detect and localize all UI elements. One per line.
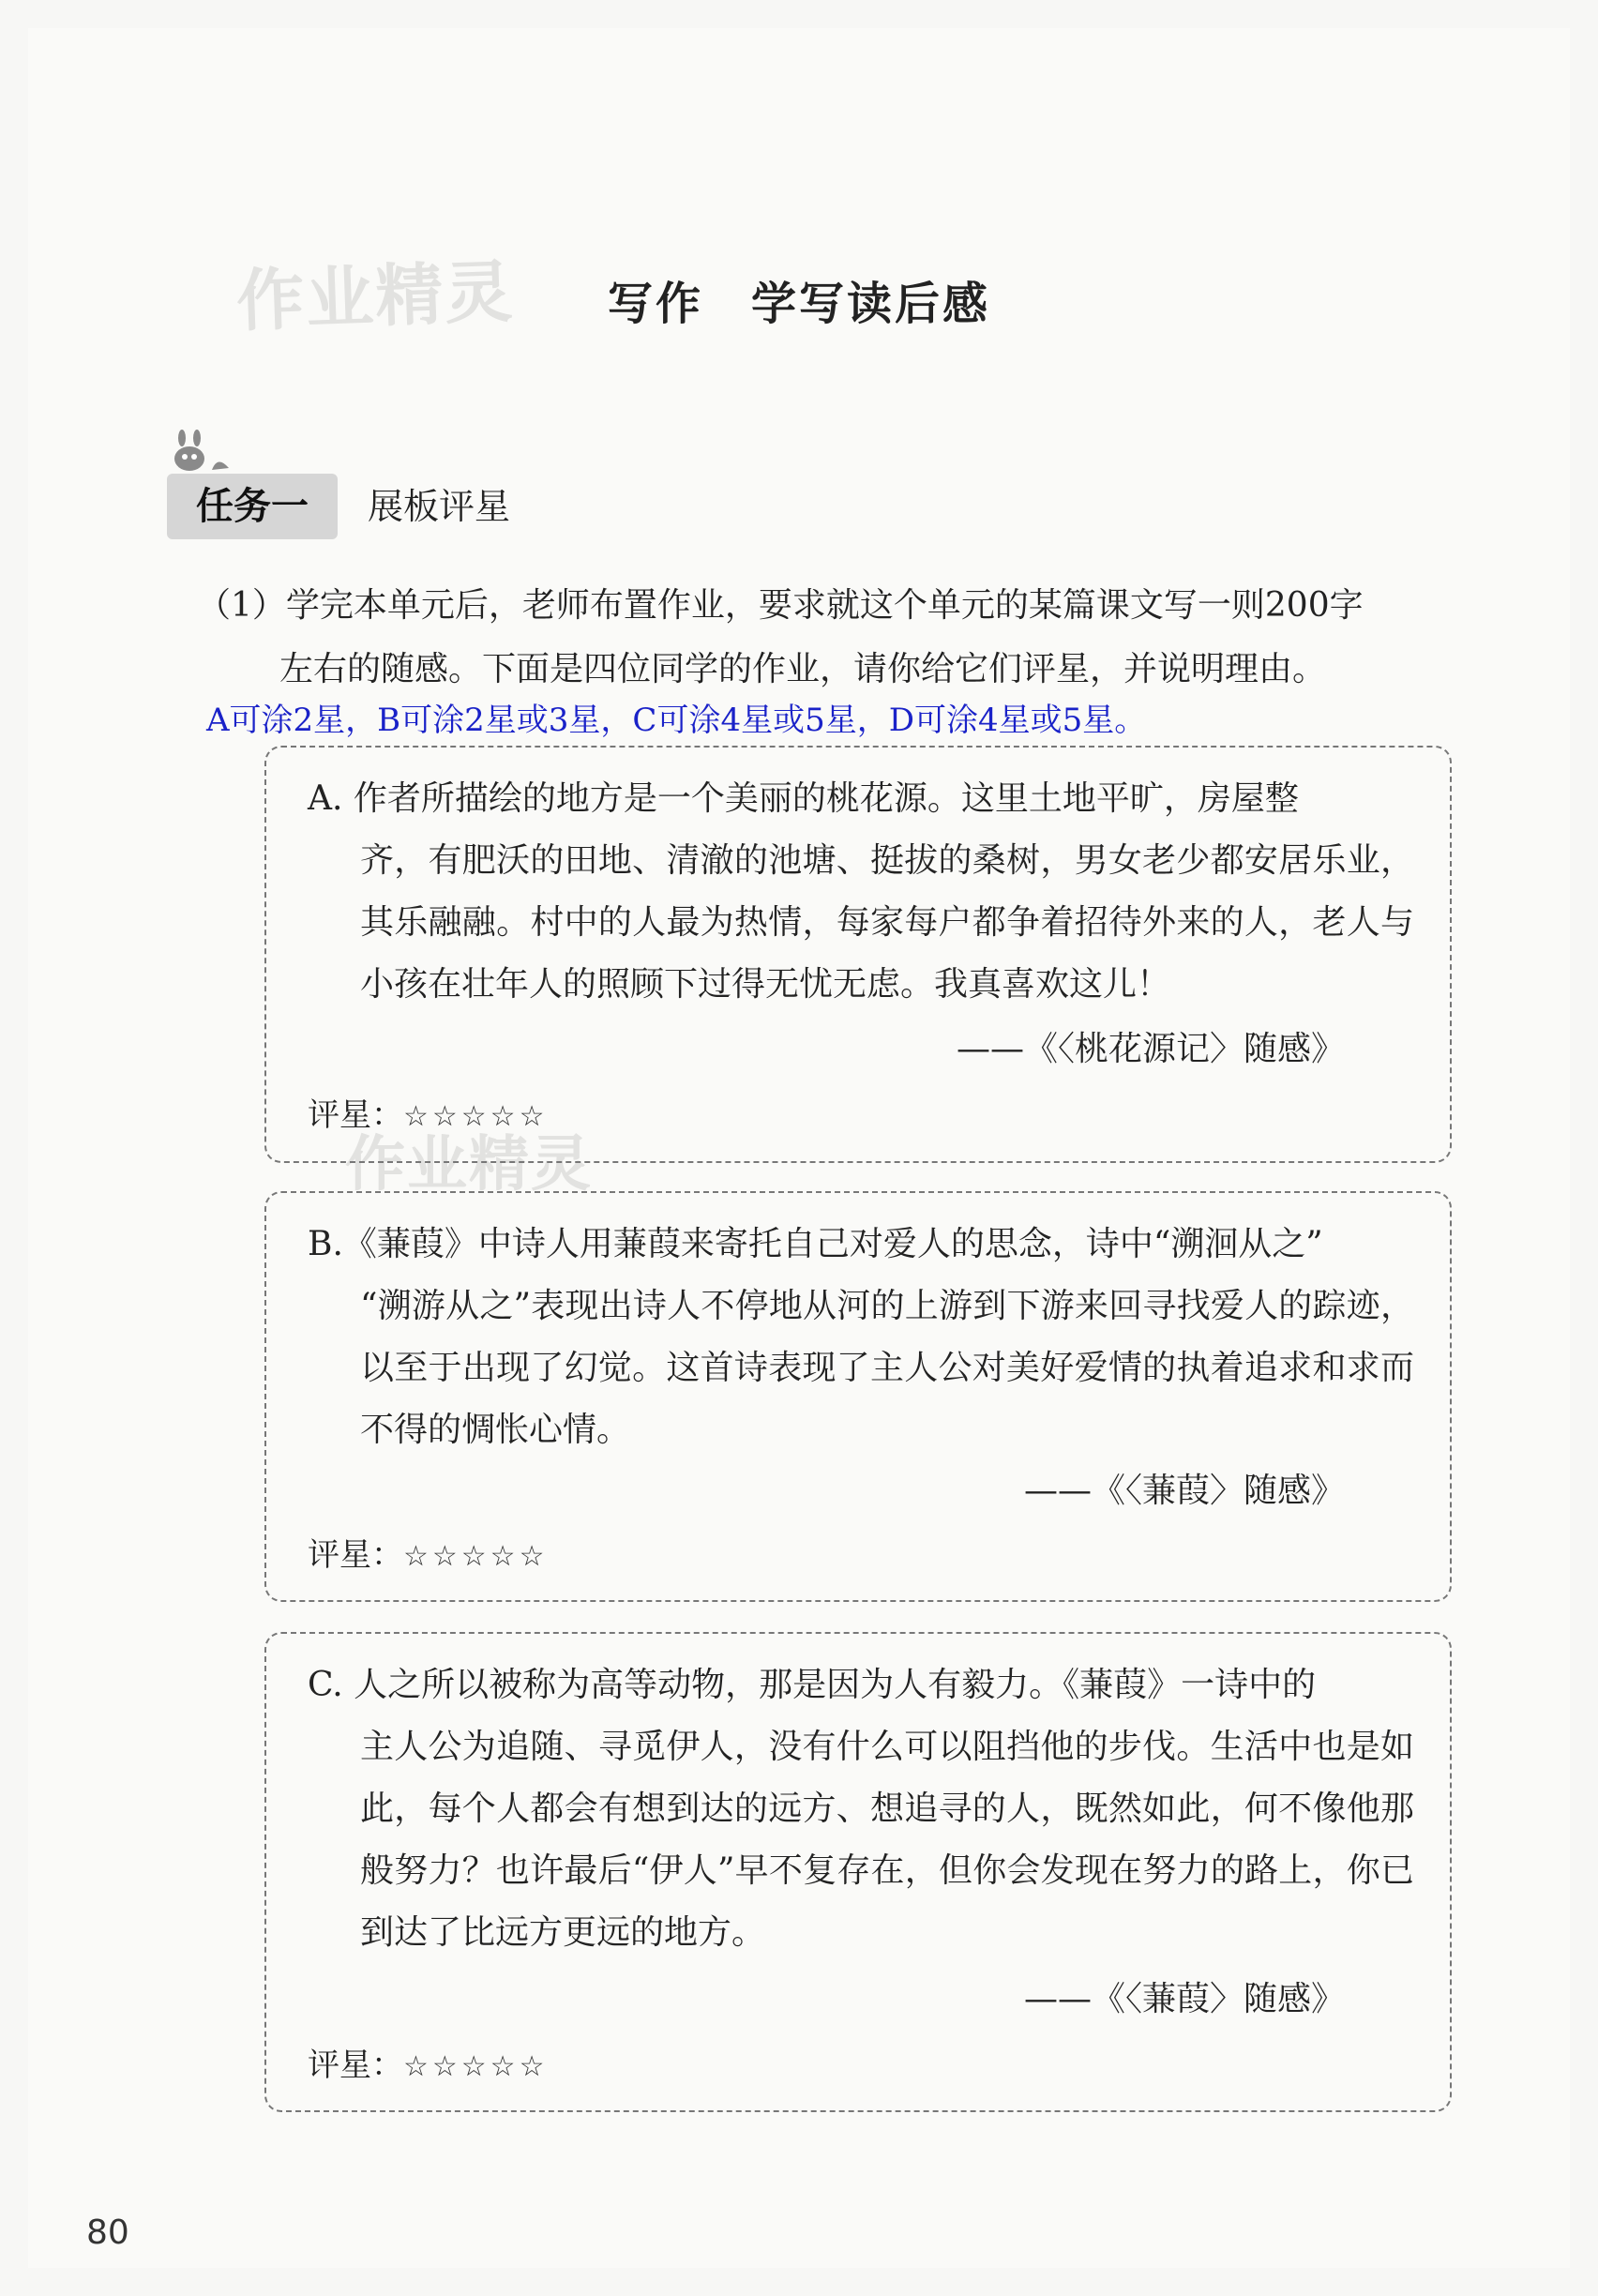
watermark: 作业精灵 — [234, 251, 516, 341]
essay-card-c — [264, 1632, 1452, 2112]
essay-lead: A. 作者所描绘的地方是一个美丽的桃花源。这里土地平旷，房屋整 — [308, 779, 1299, 818]
star-rating[interactable]: ☆☆☆☆☆ — [403, 1540, 549, 1573]
essay-card-a — [264, 746, 1452, 1163]
essay-rest: “溯游从之”表现出诗人不停地从河的上游到下游来回寻找爱人的踪迹，以至于出现了幻觉。这首诗表现了主人公对美好爱情的执着追求和求而不得的惆怅心情。 — [360, 1287, 1414, 1449]
question-line: （1）学完本单元后，老师布置作业，要求就这个单元的某篇课文写一则200字 — [197, 586, 1364, 625]
rating-label: 评星： — [308, 1096, 403, 1134]
mascot-icon — [169, 427, 234, 474]
essay-lead: C. 人之所以被称为高等动物，那是因为人有毅力。《蒹葭》一诗中的 — [308, 1666, 1317, 1704]
page-number: 80 — [86, 2213, 129, 2252]
star-rating[interactable]: ☆☆☆☆☆ — [403, 2050, 549, 2083]
task-tag: 任务一 — [167, 474, 338, 539]
essay-card-b — [264, 1191, 1452, 1602]
essay-text — [308, 1214, 1414, 1461]
rating-label: 评星： — [308, 1536, 403, 1574]
rating — [308, 1087, 548, 1145]
essay-text — [308, 768, 1414, 1016]
star-rating[interactable]: ☆☆☆☆☆ — [403, 1100, 549, 1133]
essay-rest: 主人公为追随、寻觅伊人，没有什么可以阻挡他的步伐。生活中也是如此，每个人都会有想到达的远方、想追寻的人，既然如此，何不像他那般努力？也许最后“伊人”早不复存在，但你会发现在努力的路上，你已到达了比远方更远的地方。 — [360, 1728, 1414, 1952]
handwritten-answer: A可涂2星，B可涂2星或3星，C可涂4星或5星，D可涂4星或5星。 — [206, 702, 1147, 739]
essay-source: ——《〈蒹葭〉随感》 — [1023, 1472, 1345, 1510]
rating-label: 评星： — [308, 2047, 403, 2084]
essay-source: ——《〈桃花源记〉随感》 — [956, 1030, 1345, 1068]
essay-text — [308, 1654, 1414, 1964]
rating — [308, 2037, 548, 2095]
page-title: 写作 学写读后感 — [607, 278, 990, 330]
question — [197, 574, 1454, 702]
essay-lead: B.《蒹葭》中诗人用蒹葭来寄托自己对爱人的思念，诗中“溯洄从之” — [308, 1225, 1323, 1263]
question-line: 左右的随感。下面是四位同学的作业，请你给它们评星，并说明理由。 — [279, 650, 1327, 688]
essay-rest: 齐，有肥沃的田地、清澈的池塘、挺拔的桑树，男女老少都安居乐业，其乐融融。村中的人最为热情，每家每户都争着招待外来的人，老人与小孩在壮年人的照顾下过得无忧无虑。我真喜欢这儿！ — [360, 841, 1414, 1004]
essay-source: ——《〈蒹葭〉随感》 — [1023, 1980, 1345, 2018]
watermark: 作业精灵 — [345, 1130, 593, 1200]
task-title: 展板评星 — [368, 486, 511, 527]
rating — [308, 1527, 548, 1585]
